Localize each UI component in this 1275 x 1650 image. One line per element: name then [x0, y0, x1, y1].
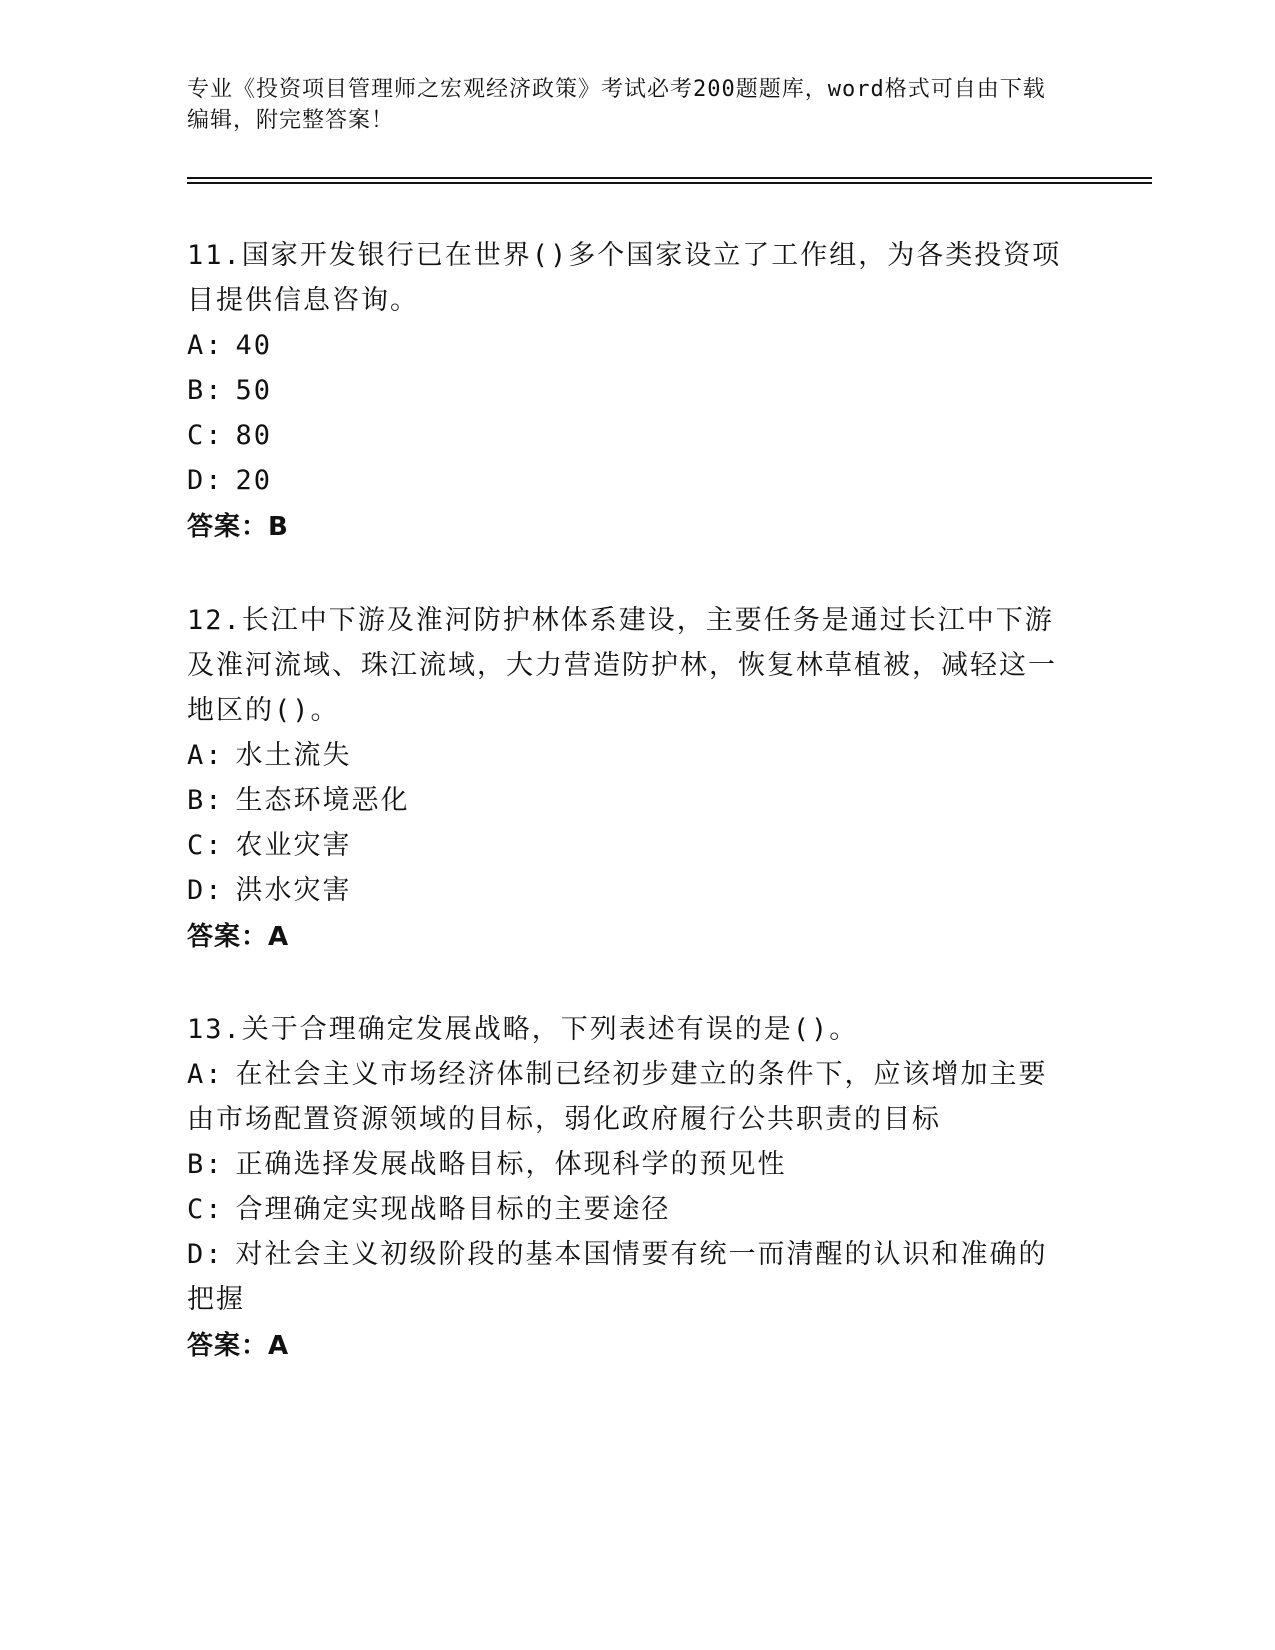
- option-text: 40: [235, 330, 273, 361]
- option-separator: :: [205, 465, 224, 496]
- option-separator: :: [205, 1239, 224, 1270]
- option-text: 20: [235, 465, 273, 496]
- answer-label: 答案：A: [187, 922, 290, 952]
- option-text: 对社会主义初级阶段的基本国情要有统一而清醒的认识和准确的把握: [187, 1239, 1048, 1315]
- option-a: [187, 1052, 1072, 1142]
- header-divider-top: [187, 177, 1152, 179]
- option-d: [187, 868, 1072, 913]
- option-c: [187, 1187, 1072, 1232]
- option-b: [187, 368, 1072, 413]
- question-stem: 11.国家开发银行已在世界()多个国家设立了工作组，为各类投资项目提供信息咨询。: [187, 240, 1062, 316]
- option-text: 80: [235, 420, 273, 451]
- option-letter: D: [187, 1239, 206, 1270]
- option-c: [187, 413, 1072, 458]
- option-separator: :: [205, 875, 224, 906]
- option-text: 50: [235, 375, 273, 406]
- option-a: [187, 733, 1072, 778]
- answer-label: 答案：A: [187, 1331, 290, 1361]
- option-separator: :: [205, 330, 224, 361]
- option-text: 合理确定实现战略目标的主要途径: [235, 1194, 671, 1225]
- question-12: [187, 598, 1072, 960]
- question-stem: 12.长江中下游及淮河防护林体系建设，主要任务是通过长江中下游及淮河流域、珠江流域，大力营造防护林，恢复林草植被，减轻这一地区的()。: [187, 605, 1057, 726]
- answer-label: 答案：B: [187, 512, 289, 542]
- option-letter: A: [187, 330, 206, 361]
- option-separator: :: [205, 420, 224, 451]
- option-b: [187, 778, 1072, 823]
- option-d: [187, 458, 1072, 503]
- option-text: 水土流失: [235, 740, 352, 771]
- option-text: 洪水灾害: [235, 875, 352, 906]
- option-c: [187, 823, 1072, 868]
- option-letter: B: [187, 1149, 206, 1180]
- question-11: [187, 233, 1072, 550]
- option-text: 生态环境恶化: [235, 785, 410, 816]
- option-letter: B: [187, 785, 206, 816]
- document-header: 专业《投资项目管理师之宏观经济政策》考试必考200题题库，word格式可自由下载编辑，附完整答案！: [187, 77, 1046, 133]
- option-d: [187, 1232, 1072, 1322]
- option-separator: :: [205, 1149, 224, 1180]
- option-letter: C: [187, 830, 206, 861]
- option-letter: D: [187, 875, 206, 906]
- option-a: [187, 323, 1072, 368]
- question-13: [187, 1007, 1072, 1369]
- option-separator: :: [205, 1059, 224, 1090]
- option-text: 正确选择发展战略目标，体现科学的预见性: [235, 1149, 787, 1180]
- option-letter: C: [187, 1194, 206, 1225]
- option-separator: :: [205, 375, 224, 406]
- question-stem: 13.关于合理确定发展战略，下列表述有误的是()。: [187, 1014, 859, 1045]
- option-separator: :: [205, 1194, 224, 1225]
- option-letter: B: [187, 375, 206, 406]
- option-b: [187, 1142, 1072, 1187]
- option-separator: :: [205, 830, 224, 861]
- option-letter: A: [187, 740, 206, 771]
- option-separator: :: [205, 740, 224, 771]
- option-text: 农业灾害: [235, 830, 352, 861]
- option-letter: C: [187, 420, 206, 451]
- option-letter: D: [187, 465, 206, 496]
- option-text: 在社会主义市场经济体制已经初步建立的条件下，应该增加主要由市场配置资源领域的目标，弱化政府履行公共职责的目标: [187, 1059, 1048, 1135]
- header-divider-bottom: [187, 182, 1152, 184]
- option-separator: :: [205, 785, 224, 816]
- option-letter: A: [187, 1059, 206, 1090]
